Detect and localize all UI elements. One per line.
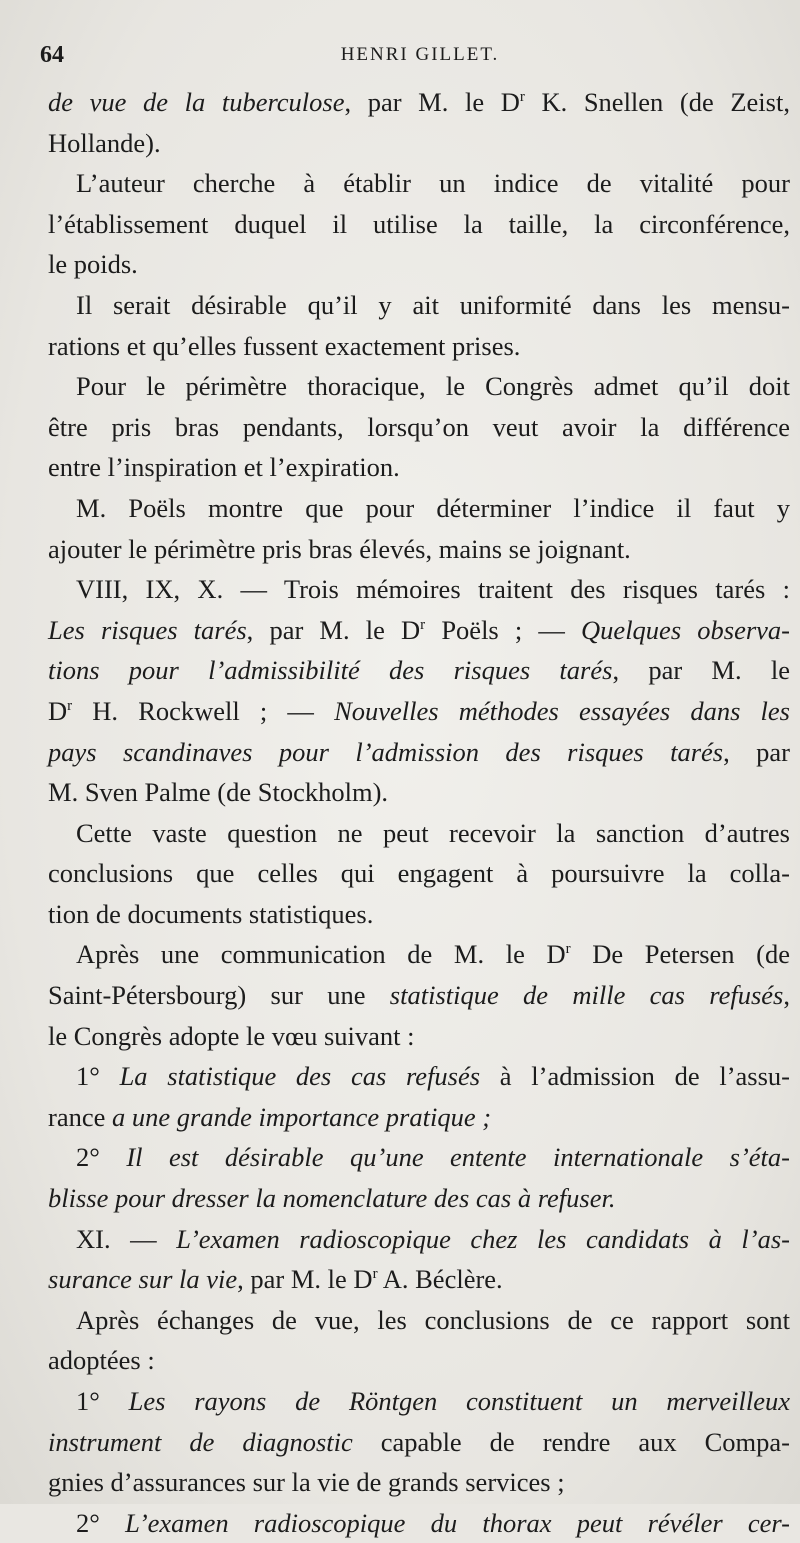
text-line <box>48 123 790 164</box>
text-span: l’établissement duquel il utilise la taille, la circonférence, <box>48 208 790 239</box>
text-span: D <box>48 695 68 726</box>
text-span: , par M. le <box>612 655 790 686</box>
text-span: Après une communication de M. le D <box>76 939 566 970</box>
superscript: r <box>565 941 571 958</box>
text-span: , par M. le D <box>246 614 421 645</box>
text-line <box>48 326 790 367</box>
text-line <box>48 569 790 610</box>
text-line <box>48 934 790 975</box>
text-span: être pris bras pendants, lorsqu’on veut avoir la différence <box>48 411 790 442</box>
text-span: A. Béclère. <box>377 1264 503 1295</box>
text-span: 1° <box>76 1386 129 1416</box>
italic-text: Quelques observa- <box>581 614 791 645</box>
text-line <box>48 163 790 204</box>
text-span: M. Sven Palme (de Stockholm). <box>48 777 389 808</box>
italic-text: Nouvelles méthodes essayées dans les <box>334 695 790 726</box>
superscript: r <box>372 1266 378 1283</box>
text-span: Il serait désirable qu’il y ait uniformité dans les mensu- <box>76 289 790 320</box>
text-line <box>48 1503 790 1543</box>
text-line <box>48 488 790 529</box>
text-span: Cette vaste question ne peut recevoir la sanction d’autres <box>76 817 790 848</box>
text-span: tion de documents statistiques. <box>48 898 374 929</box>
text-line <box>48 650 790 691</box>
italic-text: instrument de diagnostic <box>48 1426 353 1457</box>
text-line <box>48 691 790 732</box>
text-span: M. Poëls montre que pour déterminer l’indice il faut y <box>76 492 790 523</box>
text-line <box>48 82 790 123</box>
text-line <box>48 1422 790 1463</box>
text-line <box>48 407 790 448</box>
text-line <box>48 1381 790 1422</box>
italic-text: surance sur la vie <box>48 1264 238 1295</box>
text-span: Poëls ; — <box>425 614 582 645</box>
text-line <box>48 1097 790 1138</box>
text-span: adoptées : <box>48 1345 155 1376</box>
text-span: entre l’inspiration et l’expiration. <box>48 452 400 483</box>
text-span: De Petersen (de <box>570 939 790 970</box>
text-span: H. Rockwell ; — <box>72 695 335 726</box>
text-line <box>48 1340 790 1381</box>
text-line <box>48 1462 790 1503</box>
text-line <box>48 1300 790 1341</box>
text-span: , <box>783 980 790 1011</box>
text-line <box>48 894 790 935</box>
text-line <box>48 1259 790 1300</box>
text-line <box>48 1016 790 1057</box>
italic-text: statistique de mille cas refusés <box>389 980 784 1011</box>
italic-text: La statistique des cas refusés <box>119 1061 481 1092</box>
text-span: 2° <box>76 1507 126 1538</box>
text-span: , par M. le D <box>237 1264 373 1295</box>
italic-text: L’examen radioscopique chez les candidats à l’as- <box>176 1223 790 1254</box>
text-span: VIII, IX, X. — Trois mémoires traitent des risques tarés : <box>76 574 790 605</box>
text-span: L’auteur cherche à établir un indice de vitalité pour <box>76 168 790 199</box>
text-span: Pour le périmètre thoracique, le Congrès admet qu’il doit <box>76 371 790 402</box>
text-line <box>48 366 790 407</box>
text-line <box>48 975 790 1016</box>
text-span: à l’admission de l’assu- <box>480 1061 790 1092</box>
text-line <box>48 772 790 813</box>
italic-text: a une grande importance pratique ; <box>112 1101 492 1132</box>
text-span: K. Snellen (de Zeist, <box>524 87 790 117</box>
text-span: 1° <box>76 1061 120 1092</box>
italic-text: L’examen radioscopique du thorax peut révéler cer- <box>125 1507 790 1538</box>
text-line <box>48 204 790 245</box>
italic-text: blisse pour dresser la nomenclature des cas à refuser. <box>48 1183 616 1214</box>
text-line <box>48 732 790 773</box>
text-span: Saint-Pétersbourg) sur une <box>48 980 390 1011</box>
text-line <box>48 285 790 326</box>
text-span: Hollande). <box>48 127 161 158</box>
text-span: rations et qu’elles fussent exactement prises. <box>48 330 521 361</box>
page-number: 64 <box>40 42 64 68</box>
superscript: r <box>519 89 525 106</box>
text-span: Après échanges de vue, les conclusions de ce rapport sont <box>76 1304 790 1335</box>
text-span: le poids. <box>48 249 138 280</box>
text-span: gnies d’assurances sur la vie de grands services ; <box>48 1467 565 1498</box>
italic-text: Les rayons de Röntgen constituent un merveilleux <box>128 1386 790 1416</box>
text-span: 2° <box>76 1142 127 1173</box>
text-line <box>48 1219 790 1260</box>
page-header <box>40 42 780 74</box>
superscript: r <box>420 616 426 633</box>
text-line <box>48 610 790 651</box>
text-line <box>48 1056 790 1097</box>
text-line <box>48 447 790 488</box>
text-line <box>48 853 790 894</box>
text-span: conclusions que celles qui engagent à poursuivre la colla- <box>48 858 790 889</box>
text-span: ajouter le périmètre pris bras élevés, mains se joignant. <box>48 533 631 564</box>
text-line <box>48 244 790 285</box>
italic-text: Les risques tarés <box>48 614 247 645</box>
text-span: rance <box>48 1101 112 1132</box>
body-text <box>48 82 790 1543</box>
text-span: capable de rendre aux Compa- <box>352 1426 790 1457</box>
superscript: r <box>67 698 73 715</box>
text-line <box>48 1178 790 1219</box>
italic-text: tions pour l’admissibilité des risques tarés <box>48 655 613 686</box>
text-span: XI. — <box>76 1223 177 1254</box>
text-span: , par M. le D <box>344 87 520 117</box>
text-span: , par <box>723 736 790 767</box>
italic-text: de vue de la tuberculose <box>48 87 345 117</box>
italic-text: pays scandinaves pour l’admission des risques tarés <box>48 736 724 767</box>
text-span: le Congrès adopte le vœu suivant : <box>48 1020 415 1051</box>
italic-text: Il est désirable qu’une entente internationale s’éta- <box>126 1142 790 1173</box>
running-head: HENRI GILLET. <box>340 44 500 65</box>
text-line <box>48 813 790 854</box>
text-line <box>48 529 790 570</box>
text-line <box>48 1137 790 1178</box>
